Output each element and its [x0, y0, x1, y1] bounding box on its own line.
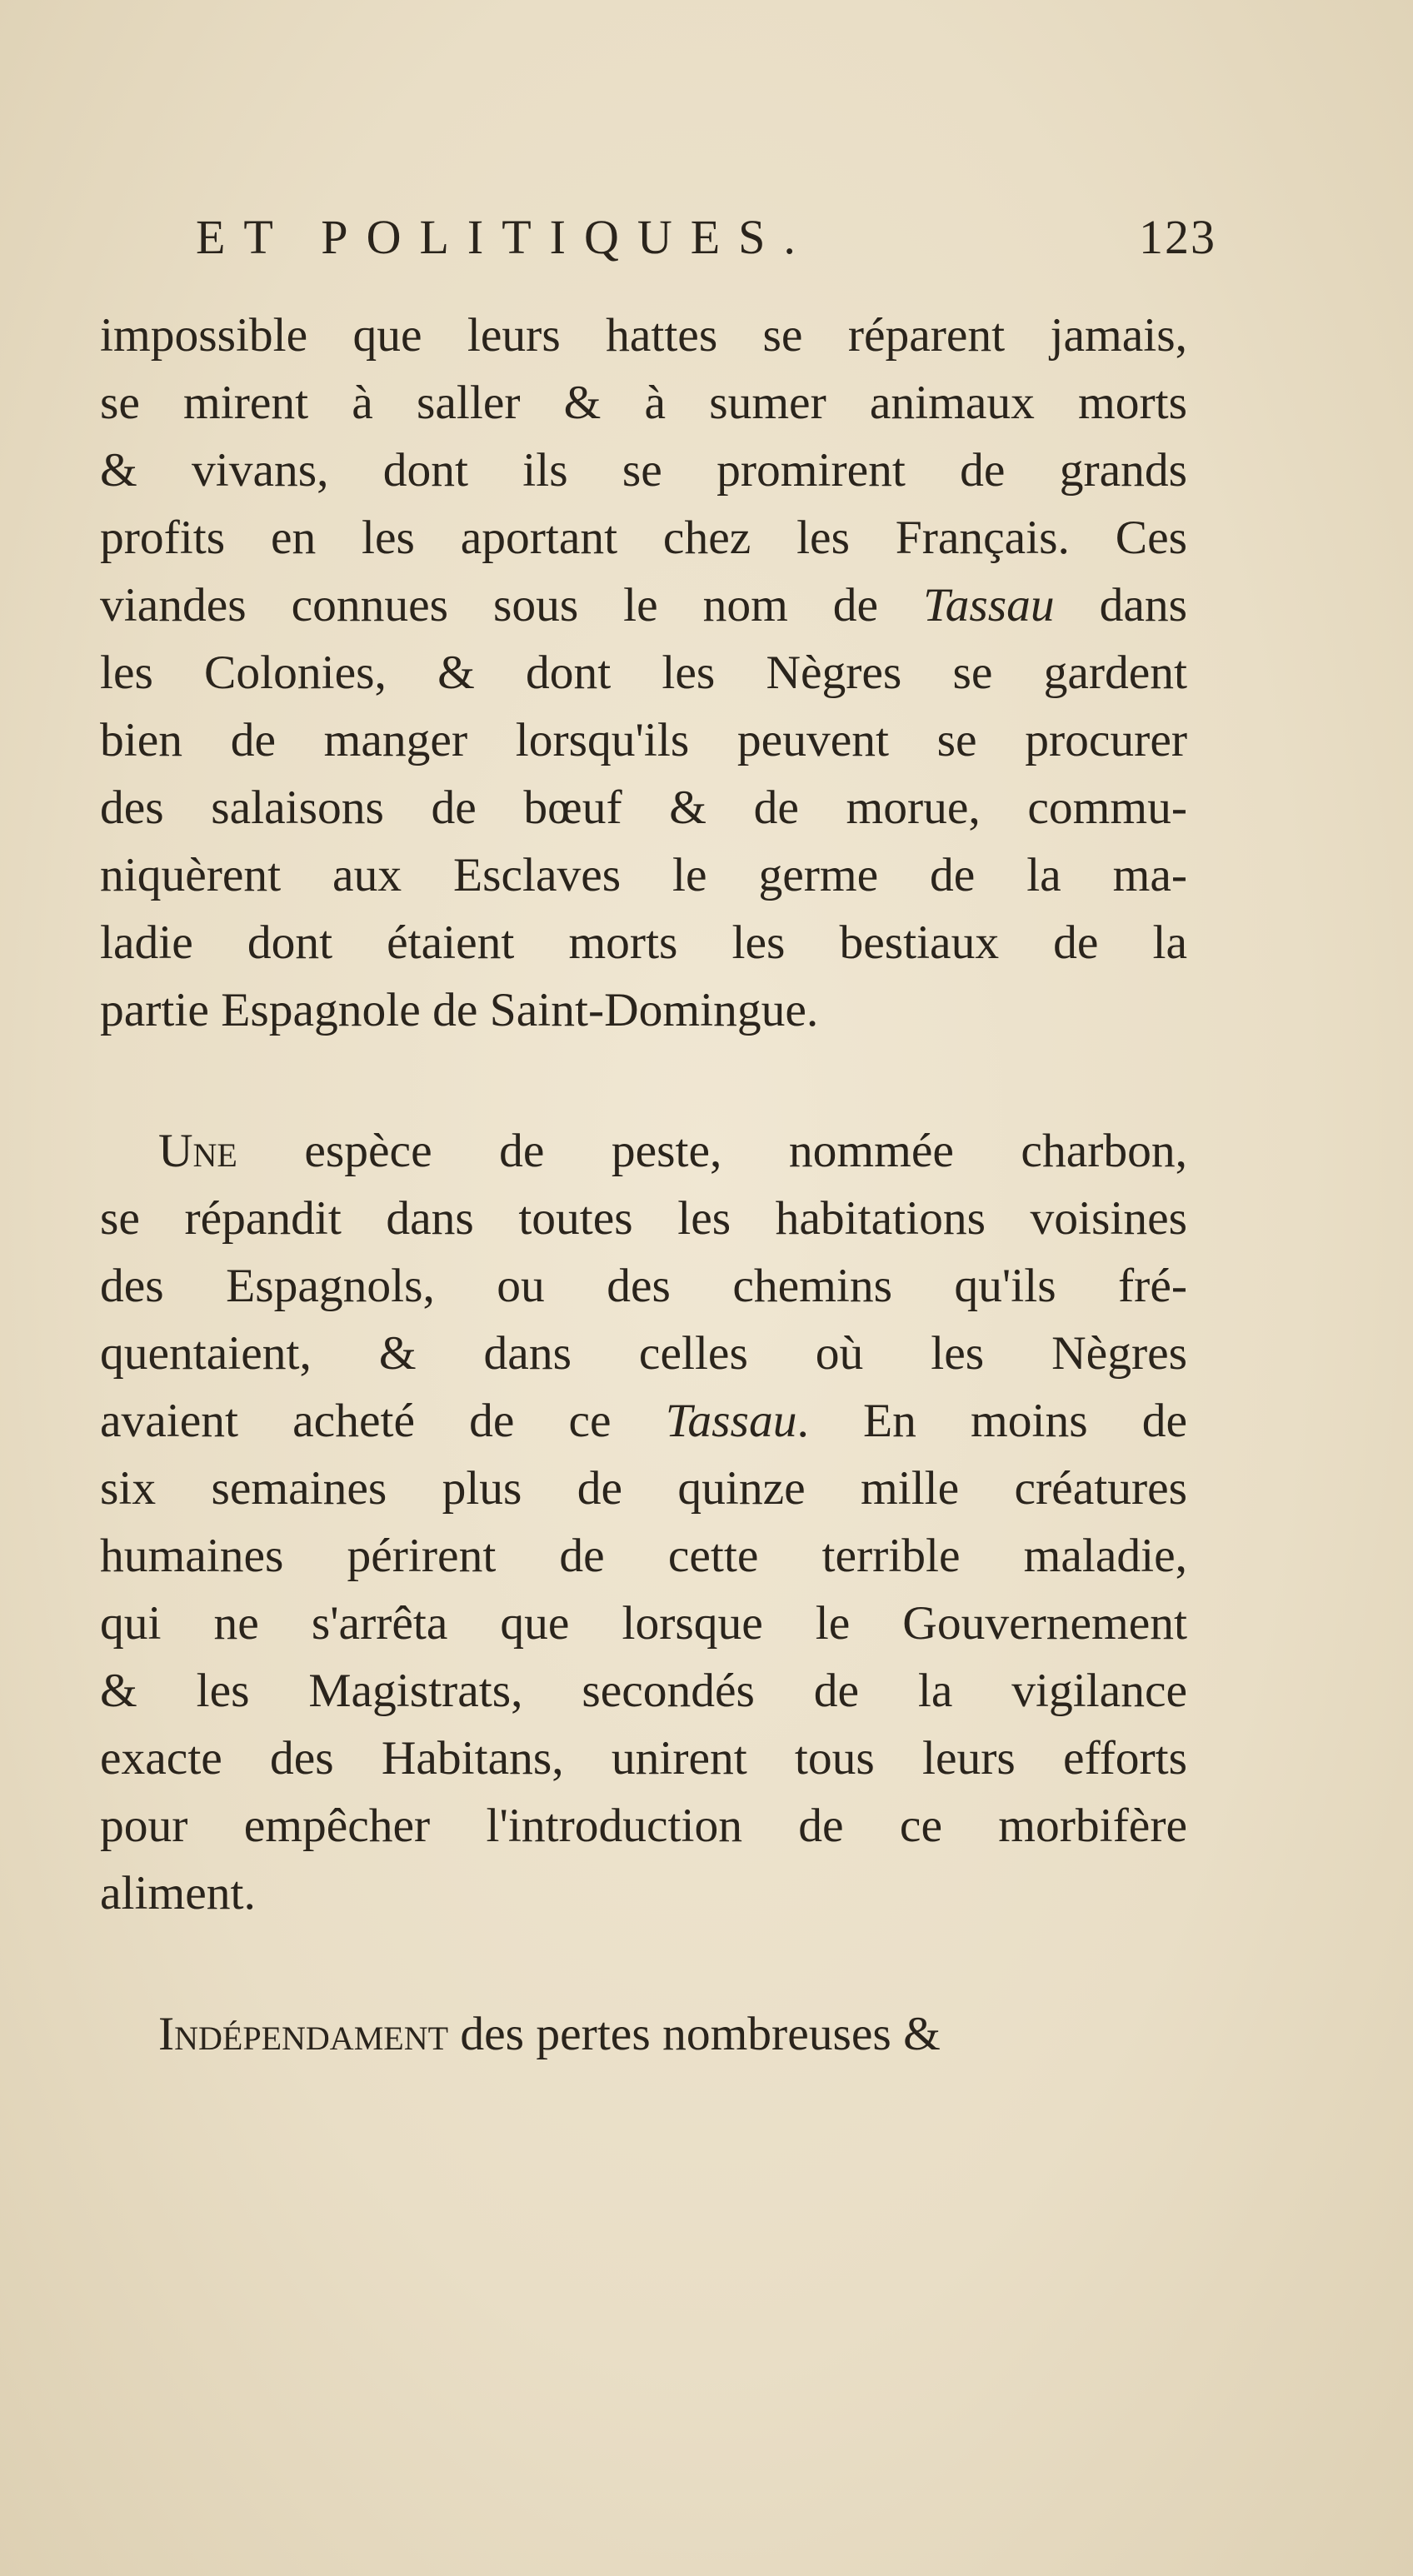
text-line: bien de manger lorsqu'ils peuvent se procurer [100, 714, 1187, 766]
text-line: & les Magistrats, secondés de la vigilance [100, 1665, 1187, 1717]
text-line: exacte des Habitans, unirent tous leurs efforts [100, 1732, 1187, 1785]
text-line: niquèrent aux Esclaves le germe de la ma- [100, 849, 1187, 901]
text-line: partie Espagnole de Saint-Domingue. [100, 984, 819, 1036]
text-line: Indépendament des pertes nombreuses & [158, 2008, 941, 2060]
page-number: 123 [1139, 210, 1216, 264]
text-line: des Espagnols, ou des chemins qu'ils fré- [100, 1260, 1187, 1312]
italic-term: Tassau [922, 579, 1055, 632]
text-line: humaines périrent de cette terrible maladie, [100, 1530, 1187, 1582]
text-line: Une espèce de peste, nommée charbon, [158, 1125, 1187, 1177]
text-line: se mirent à saller & à sumer animaux morts [100, 377, 1187, 429]
text-line: les Colonies, & dont les Nègres se gardent [100, 646, 1187, 699]
page-header [196, 204, 1216, 279]
paragraph [100, 302, 1187, 1044]
paragraph-gap [100, 1927, 1187, 2000]
text-line: viandes connues sous le nom de Tassau dans [100, 579, 1187, 632]
text-line: six semaines plus de quinze mille créatures [100, 1462, 1187, 1515]
text-line: se répandit dans toutes les habitations voisines [100, 1192, 1187, 1245]
text-line: profits en les aportant chez les Français. Ces [100, 512, 1187, 564]
text-line: impossible que leurs hattes se réparent jamais, [100, 309, 1187, 362]
text-line: aliment. [100, 1867, 256, 1920]
text-line: quentaient, & dans celles où les Nègres [100, 1327, 1187, 1380]
text-line: qui ne s'arrêta que lorsque le Gouvernement [100, 1597, 1187, 1650]
lead-small-caps: Indépendament [158, 2008, 449, 2060]
paragraph [100, 1117, 1187, 1927]
text-line: des salaisons de bœuf & de morue, commu- [100, 781, 1187, 834]
lead-small-caps: Une [158, 1125, 237, 1177]
paragraph [100, 2000, 1187, 2068]
paragraph-gap [100, 1044, 1187, 1117]
italic-term: Tassau [665, 1395, 797, 1447]
text-line: avaient acheté de ce Tassau. En moins de [100, 1395, 1187, 1447]
text-line: ladie dont étaient morts les bestiaux de la [100, 916, 1187, 969]
text-line: & vivans, dont ils se promirent de grands [100, 444, 1187, 497]
text-line: pour empêcher l'introduction de ce morbifère [100, 1800, 1187, 1852]
body-text [100, 302, 1187, 2068]
running-title: ET POLITIQUES. [196, 210, 814, 264]
